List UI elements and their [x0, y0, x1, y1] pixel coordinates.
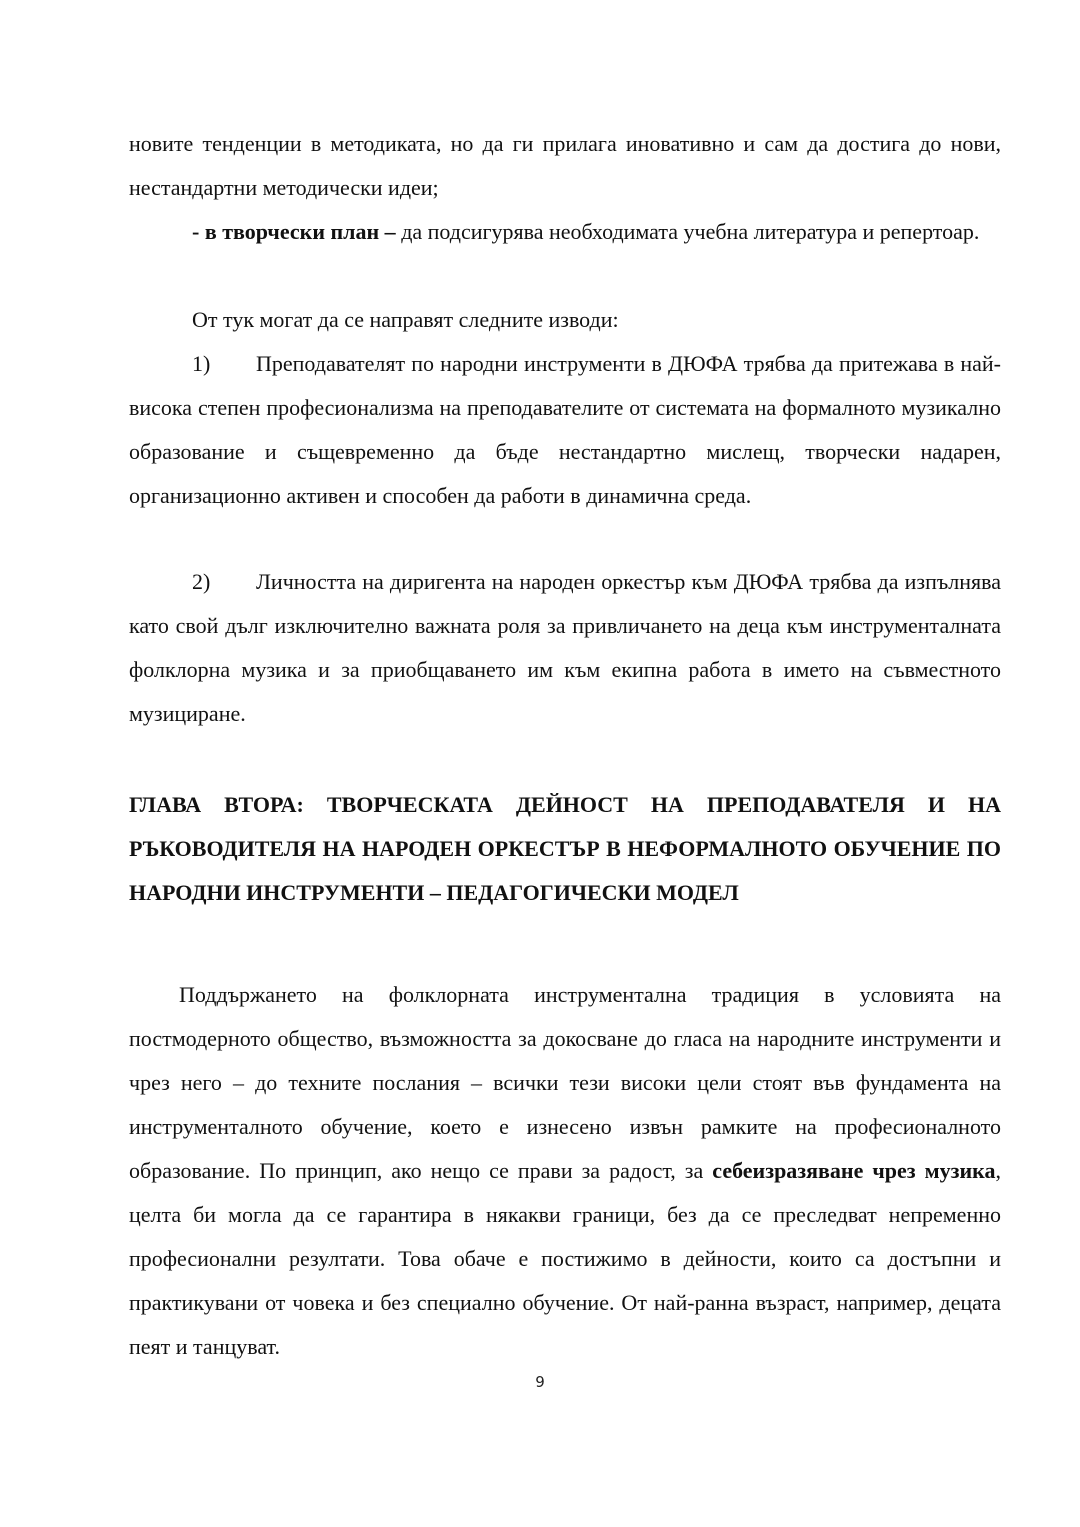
- paragraph-text: да подсигурява необходимата учебна литература и репертоар.: [395, 219, 980, 244]
- paragraph-text: новите тенденции в методиката, но да ги прилага иновативно и сам да достига до нови, нестандартни методически идеи;: [129, 131, 1001, 200]
- list-item-1: [129, 342, 1001, 518]
- paragraph-conclusions-intro: [129, 298, 1001, 342]
- list-item-text: Преподавателят по народни инструменти в ДЮФА трябва да притежава в най-висока степен професионализма на преподавателите от системата на формалното музикално образование и същевременно да бъде нестандартно мислещ, творчески надарен, организационно активен и способен да работи в динамична среда.: [129, 351, 1001, 508]
- bold-phrase: себеизразяване чрез музика: [712, 1158, 996, 1183]
- list-item-2: [129, 560, 1001, 736]
- paragraph-tradition: [129, 973, 1001, 1369]
- paragraph-text: От тук могат да се направят следните изводи:: [192, 307, 619, 332]
- paragraph-text-continued: , целта би могла да се гарантира в някакви граници, без да се преследват непременно професионални резултати. Това обаче е постижимо в дейности, които са достъпни и практикувани от човека и без специално обучение. От най-ранна възраст, например, децата пеят и танцуват.: [129, 1158, 1001, 1359]
- bold-lead: - в творчески план –: [192, 219, 396, 244]
- chapter-heading: ГЛАВА ВТОРА: ТВОРЧЕСКАТА ДЕЙНОСТ НА ПРЕПОДАВАТЕЛЯ И НА РЪКОВОДИТЕЛЯ НА НАРОДЕН ОРКЕСТЪР В НЕФОРМАЛНОТО ОБУЧЕНИЕ ПО НАРОДНИ ИНСТРУМЕНТИ – ПЕДАГОГИЧЕСКИ МОДЕЛ: [129, 792, 1001, 905]
- list-number: 1): [192, 351, 211, 376]
- paragraph-text: Поддържането на фолклорната инструментална традиция в условията на постмодерното общество, възможността за докосване до гласа на народните инструменти и чрез него – до техните послания – всички тези високи цели стоят във фундамента на инструменталното обучение, което е изнесено извън рамките на професионалното образование. По принцип, ако нещо се прави за радост, за: [129, 982, 1001, 1183]
- page-number: 9: [535, 1373, 545, 1391]
- paragraph-creative-plan: [129, 210, 1001, 254]
- list-item-text: Личността на диригента на народен оркестър към ДЮФА трябва да изпълнява като свой дълг изключително важната роля за привличането на деца към инструменталната фолклорна музика и за приобщаването им към екипна работа в името на съвместното музициране.: [129, 569, 1001, 726]
- list-number: 2): [192, 569, 211, 594]
- paragraph-methodology: [129, 122, 1001, 210]
